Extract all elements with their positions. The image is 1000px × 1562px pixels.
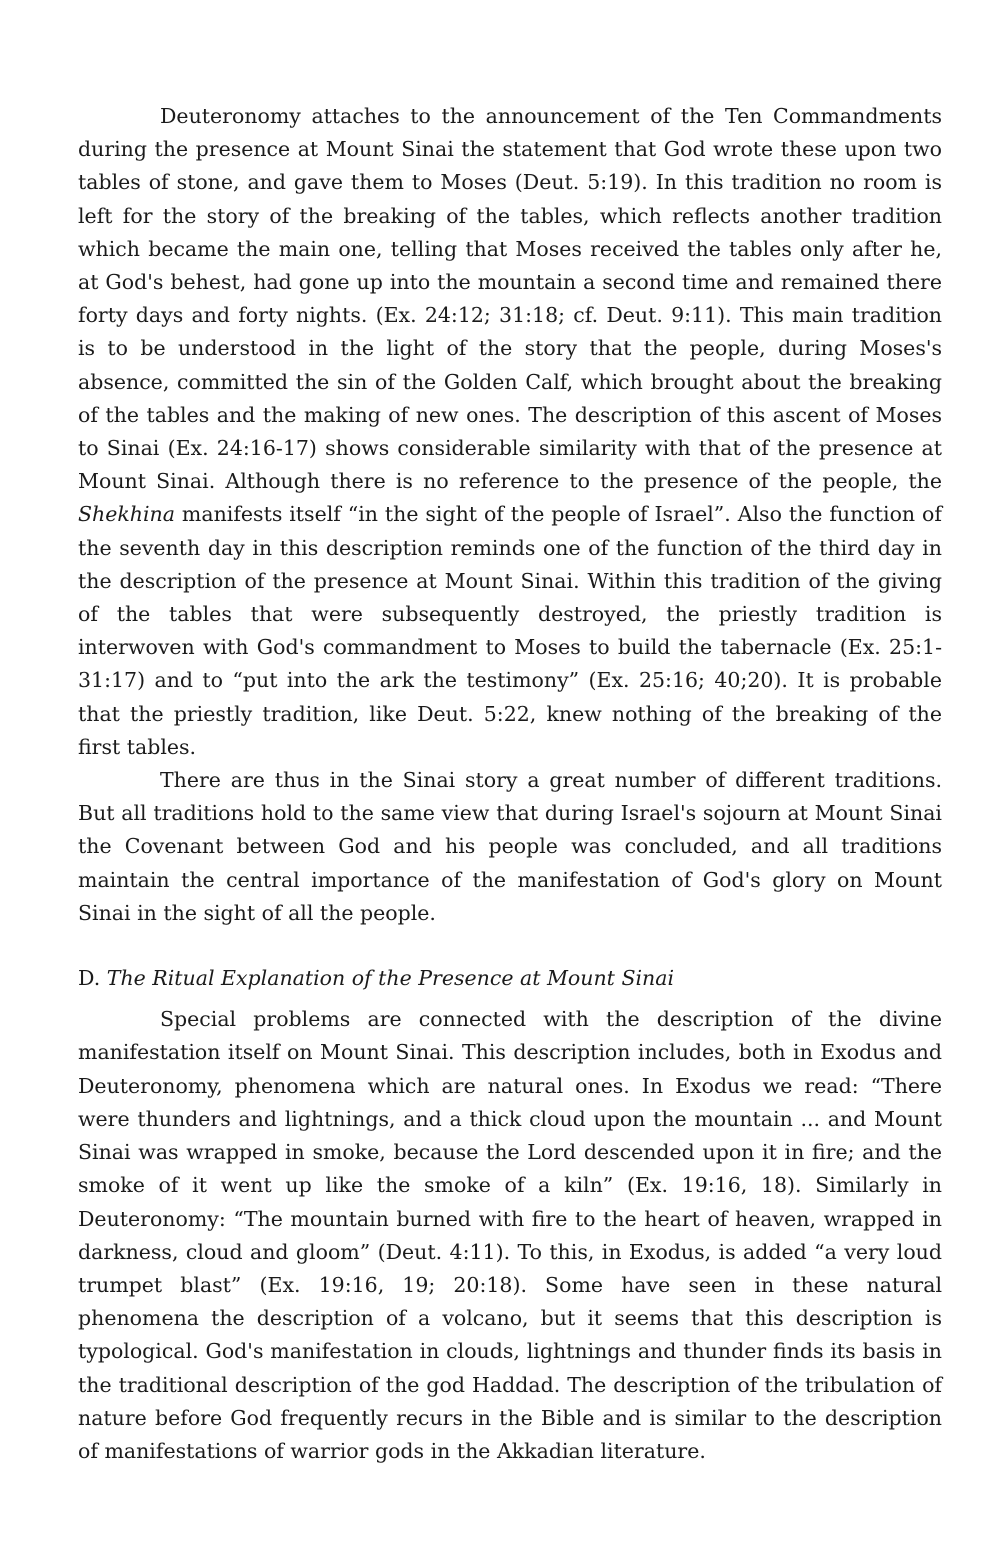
paragraph-text: Deuteronomy attaches to the announcement of the Ten Commandments during the presence at Mount Sinai the statement that God wrote these upon two tables of stone, and gave them to Moses (Deut. 5:19). In this tradition no room is left for the story of the breaking of the tables, which reflects another tradition which became the main one, telling that Moses received the tables only after he, at God's behest, had gone up into the mountain a second time and remained there forty days and forty nights. (Ex. 24:12; 31:18; cf. Deut. 9:11). This main tradition is to be understood in the light of the story that the people, during Moses's absence, committed the sin of the Golden Calf, which brought about the breaking of the tables and the making of new ones. The description of this ascent of Moses to Sinai (Ex. 24:16-17) shows considerable similarity with that of the presence at Mount Sinai. Although there is no reference to the presence of the people, the xyxy=(78,104,942,494)
section-gap xyxy=(78,930,942,946)
section-letter: D. xyxy=(78,966,101,991)
paragraph-text-continued: manifests itself “in the sight of the people of Israel”. Also the function of the seventh day in this description reminds one of the function of the third day in the description of the presence at Mount Sinai. Within this tradition of the giving of the tables that were subsequently destroyed, the priestly tradition is interwoven with God's commandment to Moses to build the tabernacle (Ex. 25:1-31:17) and to “put into the ark the testimony” (Ex. 25:16; 40;20). It is probable that the priestly tradition, like Deut. 5:22, knew nothing of the breaking of the first tables. xyxy=(78,502,942,759)
section-gap-after xyxy=(78,995,942,1003)
section-heading xyxy=(78,962,942,995)
paragraph-natural-phenomena: Special problems are connected with the description of the divine manifestation itself on Mount Sinai. This description includes, both in Exodus and Deuteronomy, phenomena which are natural ones. In Exodus we read: “There were thunders and lightnings, and a thick cloud upon the mountain ... and Mount Sinai was wrapped in smoke, because the Lord descended upon it in fire; and the smoke of it went up like the smoke of a kiln” (Ex. 19:16, 18). Similarly in Deuteronomy: “The mountain burned with fire to the heart of heaven, wrapped in darkness, cloud and gloom” (Deut. 4:11). To this, in Exodus, is added “a very loud trumpet blast” (Ex. 19:16, 19; 20:18). Some have seen in these natural phenomena the description of a volcano, but it seems that this description is typological. God's manifestation in clouds, lightnings and thunder finds its basis in the traditional description of the god Haddad. The description of the tribulation of nature before God frequently recurs in the Bible and is similar to the description of manifestations of warrior gods in the Akkadian literature. xyxy=(78,1007,942,1463)
paragraph-ten-commandments xyxy=(78,100,942,764)
paragraph-sinai-traditions: There are thus in the Sinai story a great number of different traditions. But all traditions hold to the same view that during Israel's sojourn at Mount Sinai the Covenant between God and his people was concluded, and all traditions maintain the central importance of the manifestation of God's glory on Mount Sinai in the sight of all the people. xyxy=(78,768,942,925)
italic-term: Shekhina xyxy=(78,502,175,527)
section-title: The Ritual Explanation of the Presence at Mount Sinai xyxy=(106,966,675,991)
document-page xyxy=(78,100,942,1468)
